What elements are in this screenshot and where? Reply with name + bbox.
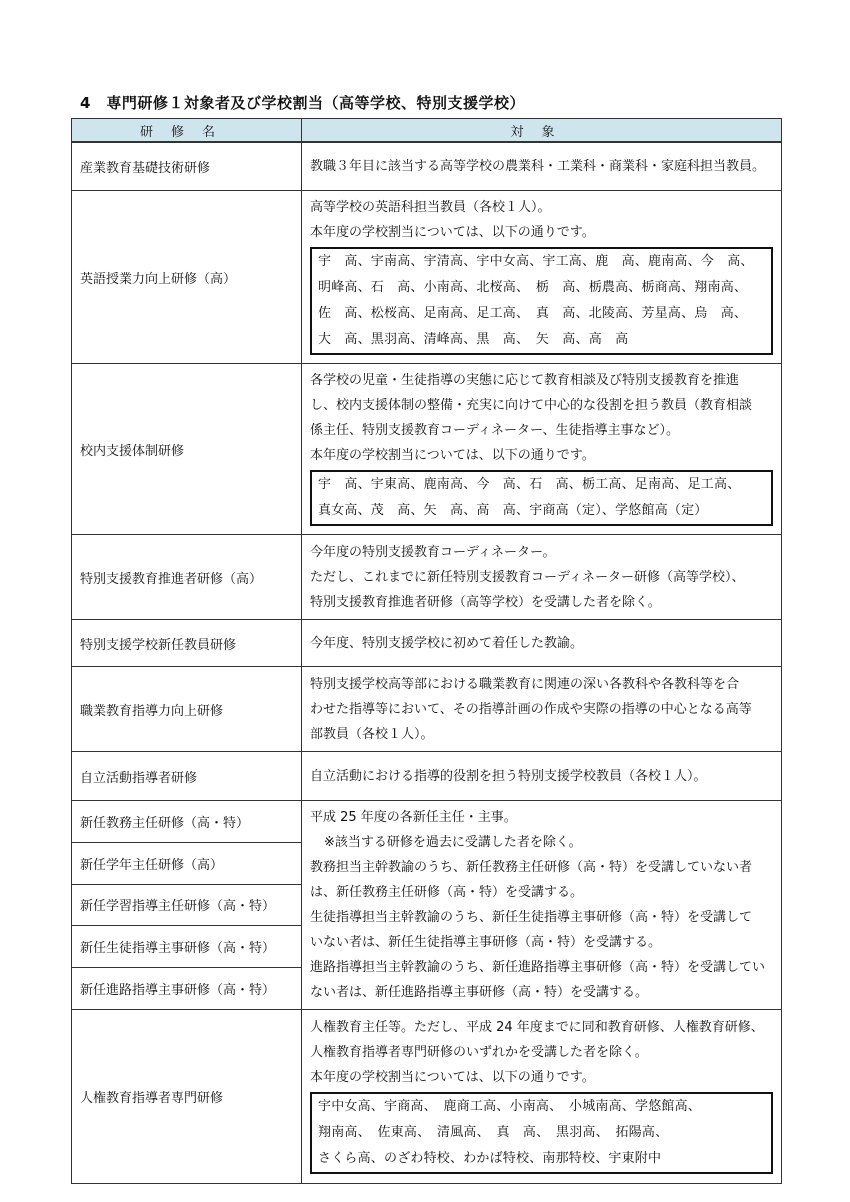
description-line: 今年度、特別支援学校に初めて着任した教諭。 <box>310 635 584 651</box>
target-description <box>302 667 782 752</box>
description-line: 平成 25 年度の各新任主任・主事。 <box>310 810 517 825</box>
table-row <box>72 752 782 801</box>
section-heading: 4 専門研修１対象者及び学校割当（高等学校、特別支援学校） <box>80 94 525 112</box>
table-row <box>72 620 782 667</box>
description-line: 自立活動における指導的役割を担う特別支援学校教員（各校１人）。 <box>310 768 707 784</box>
table-row <box>72 142 782 191</box>
school-list-line: 翔南高、 佐東高、 清風高、 真 高、 黒羽高、 拓陽高、 <box>318 1125 669 1140</box>
table-row <box>72 364 782 535</box>
training-name: 新任進路指導主事研修（高・特） <box>72 968 302 1010</box>
training-name: 新任学年主任研修（高） <box>72 842 302 884</box>
school-list-line: 宇 高、宇南高、宇清高、宇中女高、宇工高、鹿 高、鹿南高、今 高、 <box>318 254 754 269</box>
training-table <box>71 118 782 1184</box>
table-header-row <box>72 119 782 143</box>
description-line: 今年度の特別支援教育コーディネーター。 <box>310 544 556 560</box>
description-line: は、新任教務主任研修（高・特）を受講する。 <box>310 885 584 900</box>
description-line: 本年度の学校割当については、以下の通りです。 <box>310 1070 595 1085</box>
table-row <box>72 191 782 364</box>
training-name: 特別支援教育推進者研修（高） <box>72 535 302 620</box>
note-line: ※該当する研修を過去に受講した者を除く。 <box>324 835 582 850</box>
target-description <box>302 364 782 535</box>
description-line: 各学校の児童・生徒指導の実態に応じて教育相談及び特別支援教育を推進 <box>310 373 740 388</box>
training-name: 人権教育指導者専門研修 <box>72 1010 302 1184</box>
description-line: 特別支援学校高等部における職業教育に関連の深い各教科や各教科等を合 <box>310 676 740 692</box>
description-line: いない者は、新任生徒指導主事研修（高・特）を受講する。 <box>310 935 662 950</box>
training-name: 新任生徒指導主事研修（高・特） <box>72 926 302 968</box>
description-line: 生徒指導担当主幹教諭のうち、新任生徒指導主事研修（高・特）を受講して <box>310 910 753 925</box>
school-allocation-box <box>310 470 773 526</box>
training-name: 英語授業力向上研修（高） <box>72 191 302 364</box>
col-header-training-name: 研修名 <box>72 119 302 143</box>
description-line: 係主任、特別支援教育コーディネーター、生徒指導主事など）。 <box>310 423 679 438</box>
description-line: 本年度の学校割当については、以下の通りです。 <box>310 448 595 463</box>
training-name: 新任学習指導主任研修（高・特） <box>72 884 302 926</box>
school-allocation-box <box>310 1092 773 1174</box>
description-line: 人権教育主任等。ただし、平成 24 年度までに同和教育研修、人権教育研修、 <box>310 1020 764 1035</box>
school-allocation-box <box>310 247 773 355</box>
table-row <box>72 1010 782 1184</box>
target-description <box>302 752 782 801</box>
description-line: 教職３年目に該当する高等学校の農業科・工業科・商業科・家庭科担当教員。 <box>310 159 766 174</box>
description-line: 本年度の学校割当については、以下の通りです。 <box>310 225 595 240</box>
training-name: 職業教育指導力向上研修 <box>72 667 302 752</box>
description-line: 高等学校の英語科担当教員（各校１人）。 <box>310 200 551 215</box>
school-list-line: 明峰高、石 高、小南高、北桜高、 栃 高、栃農高、栃商高、翔南高、 <box>318 280 748 295</box>
description-line: ない者は、新任進路指導主事研修（高・特）を受講する。 <box>310 985 649 1000</box>
target-description <box>302 191 782 364</box>
target-description <box>302 801 782 1010</box>
training-name: 特別支援学校新任教員研修 <box>72 620 302 667</box>
description-line: 進路指導担当主幹教諭のうち、新任進路指導主事研修（高・特）を受講してい <box>310 960 766 975</box>
school-list-line: 真女高、茂 高、矢 高、高 高、宇商高（定）、学悠館高（定） <box>318 503 708 518</box>
table-row <box>72 535 782 620</box>
description-line: わせた指導等において、その指導計画の作成や実際の指導の中心となる高等 <box>310 701 752 717</box>
table-row <box>72 801 782 843</box>
training-name: 自立活動指導者研修 <box>72 752 302 801</box>
target-description <box>302 620 782 667</box>
target-description <box>302 142 782 191</box>
description-line: し、校内支援体制の整備・充実に向けて中心的な役割を担う教員（教育相談 <box>310 398 753 413</box>
table-row <box>72 667 782 752</box>
school-list-line: 宇中女高、宇商高、 鹿商工高、小南高、 小城南高、学悠館高、 <box>318 1099 702 1114</box>
school-list-line: 宇 高、宇東高、鹿南高、今 高、石 高、栃工高、足南高、足工高、 <box>318 477 741 492</box>
description-line: 部教員（各校１人）。 <box>310 726 434 742</box>
training-name: 産業教育基礎技術研修 <box>72 142 302 191</box>
description-line: 人権教育指導者専門研修のいずれかを受講した者を除く。 <box>310 1045 648 1060</box>
description-line: ただし、これまでに新任特別支援教育コーディネーター研修（高等学校）、 <box>310 569 745 585</box>
training-name: 校内支援体制研修 <box>72 364 302 535</box>
description-line: 教務担当主幹教諭のうち、新任教務主任研修（高・特）を受講していない者 <box>310 860 753 875</box>
description-line: 特別支援教育推進者研修（高等学校）を受講した者を除く。 <box>310 594 661 610</box>
training-name: 新任教務主任研修（高・特） <box>72 801 302 843</box>
target-description <box>302 1010 782 1184</box>
target-description <box>302 535 782 620</box>
school-list-line: 大 高、黒羽高、清峰高、黒 高、 矢 高、高 高 <box>318 332 629 347</box>
school-list-line: さくら高、のざわ特校、わかば特校、南那特校、宇東附中 <box>318 1151 662 1166</box>
school-list-line: 佐 高、松桜高、足南高、足工高、 真 高、北陵高、芳星高、烏 高、 <box>318 306 748 321</box>
col-header-target: 対象 <box>302 119 782 143</box>
